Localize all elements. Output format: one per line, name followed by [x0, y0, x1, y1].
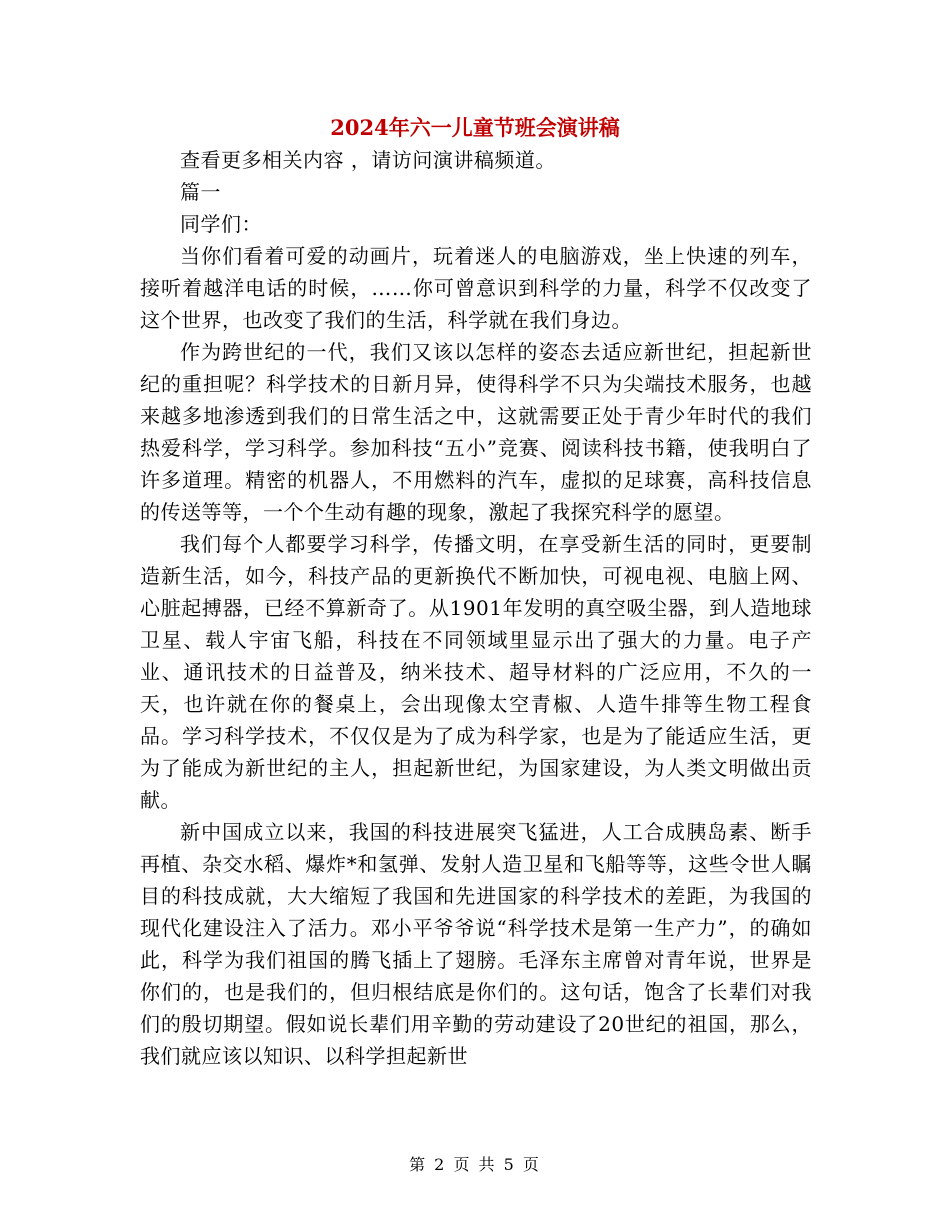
body-paragraph: 作为跨世纪的一代，我们又该以怎样的姿态去适应新世纪，担起新世纪的重担呢？科学技术的日新月异，使得科学不只为尖端技术服务，也越来越多地渗透到我们的日常生活之中，这就需要正处于青少年时代的我们热爱科学，学习科学。参加科技“五小”竞赛、阅读科技书籍，使我明白了许多道理。精密的机器人，不用燃料的汽车，虚拟的足球赛，高科技信息的传送等等，一个个生动有趣的现象，激起了我探究科学的愿望。: [140, 340, 812, 524]
body-paragraph: 当你们看着可爱的动画片，玩着迷人的电脑游戏，坐上快速的列车，接听着越洋电话的时候，……你可曾意识到科学的力量，科学不仅改变了这个世界，也改变了我们的生活，科学就在我们身边。: [140, 244, 812, 332]
document-body: [140, 144, 812, 1072]
body-paragraph: 我们每个人都要学习科学，传播文明，在享受新生活的同时，更要制造新生活，如今，科技产品的更新换代不断加快，可视电视、电脑上网、心脏起搏器，已经不算新奇了。从1901年发明的真空吸尘器，到人造地球卫星、载人宇宙飞船，科技在不同领域里显示出了强大的力量。电子产业、通讯技术的日益普及，纳米技术、超导材料的广泛应用，不久的一天，也许就在你的餐桌上，会出现像太空青椒、人造牛排等生物工程食品。学习科学技术，不仅仅是为了成为科学家，也是为了能适应生活，更为了能成为新世纪的主人，担起新世纪，为国家建设，为人类文明做出贡献。: [140, 532, 812, 812]
intro-paragraph: 查看更多相关内容 ，请访问演讲稿频道。: [180, 148, 556, 172]
page-number: 第 2 页 共 5 页: [409, 1155, 541, 1174]
section-heading: 篇一: [180, 180, 221, 204]
body-paragraph: 新中国成立以来，我国的科技进展突飞猛进，人工合成胰岛素、断手再植、杂交水稻、爆炸*和氢弹、发射人造卫星和飞船等等，这些令世人瞩目的科技成就，大大缩短了我国和先进国家的科学技术的差距，为我国的现代化建设注入了活力。邓小平爷爷说“科学技术是第一生产力”，的确如此，科学为我们祖国的腾飞插上了翅膀。毛泽东主席曾对青年说，世界是你们的，也是我们的，但归根结底是你们的。这句话，饱含了长辈们对我们的殷切期望。假如说长辈们用辛勤的劳动建设了20世纪的祖国，那么，我们就应该以知识、以科学担起新世: [140, 820, 812, 1068]
salutation: 同学们：: [180, 212, 262, 236]
document-title: 2024年六一儿童节班会演讲稿: [330, 115, 620, 140]
